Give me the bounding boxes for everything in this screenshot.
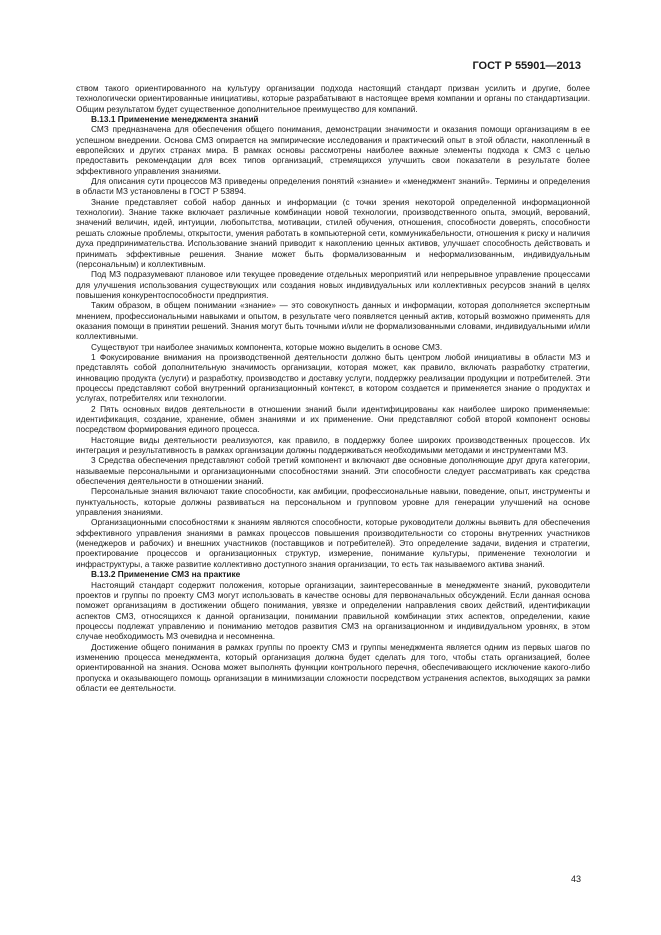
paragraph: СМЗ предназначена для обеспечения общего понимания, демонстрации значимости и оказания помощи организациям в ее успешном внедрении. Основа СМЗ опирается на эмпирические исследования и практический опыт в этой области, накопленный в европейских и других странах мира. В рамках основы рассмотрены наиболее важные элементы подхода к СМЗ с целью предоставить рекомендации для всех типов организаций, стремящихся улучшить свои показатели в результате более эффективного управления знаниями. bbox=[76, 124, 590, 176]
paragraph-continuation: ством такого ориентированного на культуру организации подхода настоящий стандарт призван усилить и другие, более технологически ориентированные инициативы, которые разрабатывают в настоящее время компании и органы по стандартизации. Общим результатом будет существенное дополнительное преимущество для компаний. bbox=[76, 83, 590, 114]
section-heading-b13-2: B.13.2 Применение СМЗ на практике bbox=[91, 569, 241, 580]
paragraph: Персональные знания включают такие способности, как амбиции, профессиональные навыки, поведение, опыт, инструменты и пунктуальность, которые должны развиваться на персональном и групповом уровне для генерации улучшений на основе управления знаниями. bbox=[76, 486, 590, 518]
section-heading-b13-1: B.13.1 Применение менеджмента знаний bbox=[91, 114, 259, 125]
paragraph: Настоящие виды деятельности реализуются, как правило, в поддержку более широких производственных процессов. Их интеграция и результативность в рамках организации должны поддерживаться необходимыми методами и инструментами МЗ. bbox=[76, 434, 590, 456]
paragraph: 1 Фокусирование внимания на производственной деятельности должно быть центром любой инициативы в области МЗ и представлять собой дополнительную значимость организации, которая может, как правило, включать разработку стратегии, инновацию продукта (услуги) и разработку, производство и доставку услуги, поддержку реализации продукции и потребителей. Эти процессы представляют собой внутренний организационный контекст, в котором создается и применяется знание о продуктах и услугах, потребителях или технологии. bbox=[76, 351, 590, 404]
body-text bbox=[76, 83, 590, 693]
paragraph: Для описания сути процессов МЗ приведены определения понятий «знание» и «менеджмент знаний». Термины и определения в области МЗ установлены в ГОСТ Р 53894. bbox=[76, 176, 590, 197]
document-code: ГОСТ Р 55901—2013 bbox=[472, 60, 581, 72]
paragraph: 3 Средства обеспечения представляют собой третий компонент и включают две основные дополняющие друг друга категории, называемые персональными и организационными способностями знаний. Эти способности следует рассматривать как средства обеспечения деятельности в отношении знаний. bbox=[76, 455, 590, 487]
paragraph: Настоящий стандарт содержит положения, которые организации, заинтересованные в менеджменте знаний, руководители проектов и группы по проекту СМЗ могут использовать в качестве основы для первоначальных обсуждений. Если данная основа поможет организациям в достижении общего понимания, увязке и определении направления своих действий, идентификации аспектов СМЗ, относящихся к данной организации, понимании правильной комбинации этих аспектов, определении, какие процессы подлежат управлению и пониманию методов развития СМЗ на организационном и индивидуальном уровнях, в этом случае необходимость МЗ очевидна и несомненна. bbox=[76, 579, 590, 642]
page-number: 43 bbox=[570, 874, 581, 884]
paragraph: Знание представляет собой набор данных и информации (с точки зрения некоторой определенной информационной технологии). Знание также включает различные комбинации новой технологии, производственного опыта, эмоций, верований, значений величин, идей, интуиции, любопытства, мотивации, стилей обучения, отношения, способности доверять, способности решать сложные проблемы, открытости, умения работать в компьютерной сети, коммуникабельности, отношения к риску и наличия духа предпринимательства. Использование знаний приводит к накоплению ценных активов, улучшает способность действовать и принимать эффективные решения. Знание может быть формализованным и неформализованным, индивидуальным (персональным) и коллективным. bbox=[76, 196, 590, 269]
paragraph: Таким образом, в общем понимании «знание» — это совокупность данных и информации, которая дополняется экспертным мнением, профессиональными навыками и опытом, в результате чего появляется ценный актив, который возможно применять для оказания помощи в принятии решений. Знания могут быть точными и/или не формализованными словами, индивидуальными и/или коллективными. bbox=[76, 300, 590, 342]
paragraph: Организационными способностями к знаниям являются способности, которые руководители должны выявить для обеспечения эффективного управления знаниями в рамках процессов повышения производительности со стороны внутренних участников (менеджеров и рабочих) и внешних участников (поставщиков и потребителей). Это определение задачи, видения и стратегии, проектирование процессов и организационных структур, измерение, понимание культуры, применение технологии и инфраструктуры, а также развитие коллективно доступного знания организации, то есть так называемого актива знаний. bbox=[76, 517, 590, 569]
paragraph: Достижение общего понимания в рамках группы по проекту СМЗ и группы менеджмента является одним из первых шагов по изменению процесса менеджмента, который организация должна будет сделать для того, чтобы стать организацией, более ориентированной на знания. Основа может выполнять функции контрольного перечня, обеспечивающего исключение какого-либо пропуска и оказывающего помощь организации в минимизации сложности посредством устранения аспектов, выходящих за рамки области ее деятельности. bbox=[76, 641, 590, 693]
paragraph: Под МЗ подразумевают плановое или текущее проведение отдельных мероприятий или непрерывное управление процессами для улучшения использования существующих или создания новых индивидуальных или коллективных ресурсов знаний в целях повышения конкурентоспособности предприятия. bbox=[76, 269, 590, 300]
paragraph: 2 Пять основных видов деятельности в отношении знаний были идентифицированы как наиболее широко применяемые: идентификация, создание, хранение, обмен знаниями и их применение. Они представляют собой второй компонент основы посредством формирования единого процесса. bbox=[76, 403, 590, 435]
paragraph: Существуют три наиболее значимых компонента, которые можно выделить в основе СМЗ. bbox=[91, 341, 443, 352]
